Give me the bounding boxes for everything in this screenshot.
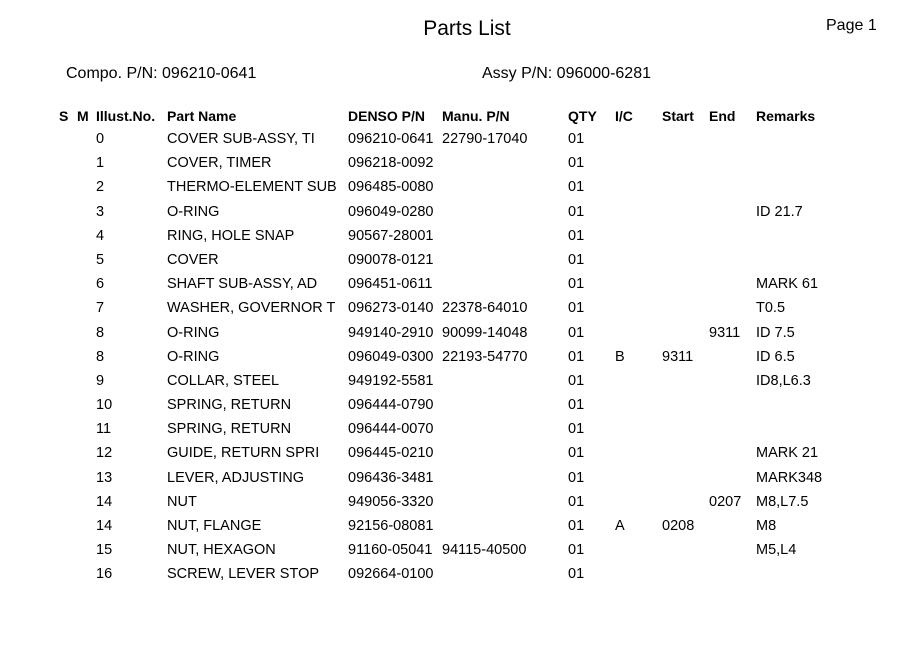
manu-pn-cell: 94115-40500 (442, 542, 527, 559)
column-header-part-name: Part Name (167, 108, 237, 124)
column-header-end: End (709, 108, 736, 124)
remarks-cell: M8,L7.5 (756, 493, 809, 510)
table-row (0, 325, 924, 349)
table-row (0, 349, 924, 373)
page-title: Parts List (423, 17, 511, 40)
table-row (0, 445, 924, 469)
denso-pn-cell: 096444-0790 (348, 397, 434, 414)
table-row (0, 300, 924, 324)
illus-no-cell: 16 (96, 566, 113, 583)
part-name-cell: O-RING (167, 203, 220, 220)
illus-no-cell: 9 (96, 372, 105, 389)
qty-cell: 01 (568, 469, 585, 486)
qty-cell: 01 (568, 348, 585, 365)
illus-no-cell: 1 (96, 155, 105, 172)
part-name-cell: SHAFT SUB-ASSY, AD (167, 276, 318, 293)
qty-cell: 01 (568, 372, 585, 389)
part-name-cell: NUT, FLANGE (167, 518, 262, 534)
column-header-remarks: Remarks (756, 108, 816, 124)
table-row (0, 228, 924, 252)
remarks-cell: ID 21.7 (756, 203, 803, 220)
denso-pn-cell: 949140-2910 (348, 324, 434, 341)
start-cell: 0208 (662, 518, 695, 534)
remarks-cell: ID 7.5 (756, 324, 795, 341)
part-name-cell: SPRING, RETURN (167, 421, 292, 438)
qty-cell: 01 (568, 179, 585, 196)
remarks-cell: ID8,L6.3 (756, 372, 811, 389)
remarks-cell: MARK348 (756, 469, 823, 486)
illus-no-cell: 12 (96, 445, 113, 462)
qty-cell: 01 (568, 276, 585, 293)
compo-part-number: Compo. P/N: 096210-0641 (66, 65, 257, 82)
part-name-cell: SPRING, RETURN (167, 397, 292, 414)
illus-no-cell: 4 (96, 227, 105, 244)
part-name-cell: COLLAR, STEEL (167, 372, 280, 389)
illus-no-cell: 8 (96, 324, 105, 341)
remarks-cell: MARK 61 (756, 276, 819, 293)
remarks-cell: ID 6.5 (756, 348, 795, 365)
denso-pn-cell: 096218-0092 (348, 155, 434, 172)
parts-table-body (0, 131, 924, 591)
start-cell: 9311 (662, 348, 694, 365)
table-row (0, 470, 924, 494)
assy-part-number: Assy P/N: 096000-6281 (482, 65, 651, 82)
remarks-cell: T0.5 (756, 300, 786, 317)
illus-no-cell: 15 (96, 542, 113, 559)
table-row (0, 179, 924, 203)
illus-no-cell: 7 (96, 300, 105, 317)
denso-pn-cell: 096436-3481 (348, 469, 434, 486)
manu-pn-cell: 22193-54770 (442, 348, 528, 365)
illus-no-cell: 10 (96, 397, 113, 414)
illus-no-cell: 14 (96, 493, 113, 510)
denso-pn-cell: 90567-28001 (348, 227, 434, 244)
denso-pn-cell: 91160-05041 (348, 542, 433, 559)
denso-pn-cell: 092664-0100 (348, 566, 434, 583)
part-name-cell: LEVER, ADJUSTING (167, 469, 304, 486)
column-header-manu-pn: Manu. P/N (442, 108, 510, 124)
table-row (0, 155, 924, 179)
denso-pn-cell: 096273-0140 (348, 300, 434, 317)
part-name-cell: WASHER, GOVERNOR T (167, 300, 336, 317)
end-cell: 0207 (709, 493, 742, 510)
denso-pn-cell: 096210-0641 (348, 131, 434, 147)
page-number: Page 1 (826, 17, 877, 34)
remarks-cell: M5,L4 (756, 542, 797, 559)
table-row (0, 252, 924, 276)
column-header-qty: QTY (568, 108, 597, 124)
column-header-ic: I/C (615, 108, 633, 124)
manu-pn-cell: 22378-64010 (442, 300, 528, 317)
part-name-cell: NUT (167, 493, 197, 510)
denso-pn-cell: 949056-3320 (348, 493, 434, 510)
table-row (0, 276, 924, 300)
manu-pn-cell: 22790-17040 (442, 131, 528, 147)
remarks-cell: M8 (756, 518, 777, 534)
qty-cell: 01 (568, 445, 585, 462)
qty-cell: 01 (568, 324, 585, 341)
illus-no-cell: 8 (96, 348, 105, 365)
denso-pn-cell: 92156-08081 (348, 518, 434, 534)
table-row (0, 373, 924, 397)
qty-cell: 01 (568, 227, 585, 244)
end-cell: 9311 (709, 324, 741, 341)
part-name-cell: GUIDE, RETURN SPRI (167, 445, 320, 462)
denso-pn-cell: 096049-0300 (348, 348, 434, 365)
column-header-s: S (59, 108, 69, 124)
qty-cell: 01 (568, 155, 585, 172)
illus-no-cell: 3 (96, 203, 105, 220)
qty-cell: 01 (568, 397, 585, 414)
ic-cell: B (615, 348, 625, 365)
part-name-cell: COVER (167, 251, 219, 268)
qty-cell: 01 (568, 300, 585, 317)
qty-cell: 01 (568, 251, 585, 268)
illus-no-cell: 6 (96, 276, 105, 293)
illus-no-cell: 5 (96, 251, 105, 268)
qty-cell: 01 (568, 421, 585, 438)
denso-pn-cell: 096451-0611 (348, 276, 433, 293)
qty-cell: 01 (568, 518, 585, 534)
illus-no-cell: 0 (96, 131, 105, 147)
column-header-start: Start (662, 108, 694, 124)
column-header-denso-pn: DENSO P/N (348, 108, 426, 124)
denso-pn-cell: 096445-0210 (348, 445, 434, 462)
part-name-cell: SCREW, LEVER STOP (167, 566, 320, 583)
part-name-cell: O-RING (167, 324, 220, 341)
qty-cell: 01 (568, 542, 585, 559)
table-row (0, 518, 924, 542)
ic-cell: A (615, 518, 625, 534)
denso-pn-cell: 090078-0121 (348, 251, 434, 268)
illus-no-cell: 11 (96, 421, 112, 438)
illus-no-cell: 13 (96, 469, 113, 486)
part-name-cell: RING, HOLE SNAP (167, 227, 295, 244)
table-row (0, 131, 924, 155)
part-name-cell: COVER SUB-ASSY, TI (167, 131, 315, 147)
qty-cell: 01 (568, 203, 585, 220)
part-name-cell: THERMO-ELEMENT SUB (167, 179, 337, 196)
part-name-cell: O-RING (167, 348, 220, 365)
column-header-illus: Illust.No. (96, 108, 156, 124)
illus-no-cell: 14 (96, 518, 113, 534)
qty-cell: 01 (568, 566, 585, 583)
illus-no-cell: 2 (96, 179, 105, 196)
denso-pn-cell: 949192-5581 (348, 372, 434, 389)
qty-cell: 01 (568, 131, 585, 147)
table-row (0, 542, 924, 566)
qty-cell: 01 (568, 493, 585, 510)
denso-pn-cell: 096049-0280 (348, 203, 434, 220)
column-header-m: M (77, 108, 89, 124)
table-row (0, 494, 924, 518)
denso-pn-cell: 096444-0070 (348, 421, 434, 438)
table-row (0, 421, 924, 445)
part-name-cell: COVER, TIMER (167, 155, 272, 172)
remarks-cell: MARK 21 (756, 445, 819, 462)
denso-pn-cell: 096485-0080 (348, 179, 434, 196)
part-name-cell: NUT, HEXAGON (167, 542, 276, 559)
table-row (0, 204, 924, 228)
table-row (0, 397, 924, 421)
manu-pn-cell: 90099-14048 (442, 324, 528, 341)
table-row (0, 566, 924, 590)
